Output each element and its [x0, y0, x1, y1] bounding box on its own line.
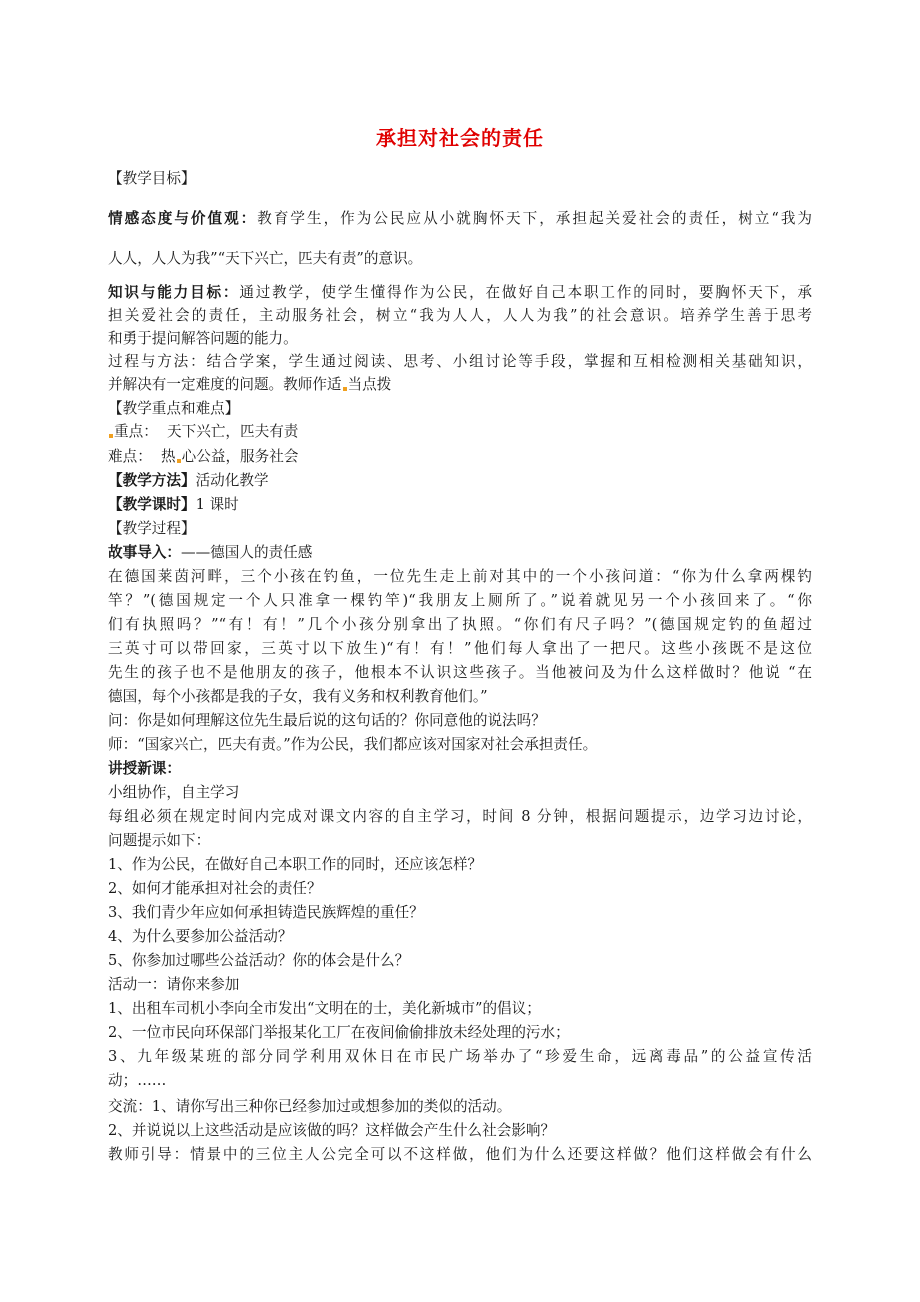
story-line-1: 在德国莱茵河畔，三个小孩在钓鱼，一位先生走上前对其中的一个小孩问道：“你为什么拿两棵钓 [108, 568, 812, 585]
knowledge-line-3: 和勇于提问解答问题的能力。 [108, 330, 298, 347]
objectives-heading: 【教学目标】 [108, 170, 196, 187]
process-line-1: 过程与方法：结合学案，学生通过阅读、思考、小组讨论等手段，掌握和互相检测相关基础知识， [108, 353, 812, 370]
guide-line: 教师引导：情景中的三位主人公完全可以不这样做，他们为什么还要这样做？他们这样做会有什么 [108, 1146, 812, 1163]
process-line-2: 并解决有一定难度的问题。教师作适 当点拨 [108, 376, 392, 393]
process-heading: 【教学过程】 [108, 520, 196, 537]
activity-item: 3、九年级某班的部分同学利用双休日在市民广场举办了“珍爱生命，远离毒品”的公益宣传活 [108, 1048, 812, 1065]
knowledge-label: 知识与能力目标： [108, 284, 240, 301]
knowledge-line-1: 知识与能力目标：通过教学，使学生懂得作为公民，在做好自己本职工作的同时，要胸怀天下，承 [108, 284, 812, 301]
keypoint-line: 重点： 天下兴亡，匹夫有责 [108, 421, 812, 443]
group-line: 小组协作，自主学习 [108, 784, 240, 801]
story-line-3: 们有执照吗？”“有！有！”几个小孩分别拿出了执照。“你们有尺子吗？”(德国规定钓的鱼超过 [108, 616, 812, 633]
story-line-2: 竿？”(德国规定一个人只准拿一棵钓竿)“我朋友上厕所了。”说着就见另一个小孩回来了。“你 [108, 592, 812, 609]
question-item: 1、作为公民，在做好自己本职工作的同时，还应该怎样？ [108, 856, 483, 873]
hours-line: 【教学课时】1 课时 [108, 496, 239, 513]
teacher-line: 师：“国家兴亡，匹夫有责。”作为公民，我们都应该对国家对社会承担责任。 [108, 736, 598, 753]
page-title: 承担对社会的责任 [376, 126, 544, 150]
difficulty-line: 难点： 热 心公益，服务社会 [108, 448, 299, 465]
question-item: 2、如何才能承担对社会的责任？ [108, 880, 322, 897]
method-line: 【教学方法】活动化教学 [108, 472, 269, 489]
question-item: 4、为什么要参加公益活动？ [108, 928, 293, 945]
activity-item: 动；…… [108, 1072, 167, 1089]
attitude-line-2: 人人，人人为我”“天下兴亡，匹夫有责”的意识。 [108, 250, 423, 267]
attitude-label: 情感态度与价值观： [108, 210, 258, 227]
task-line-1: 每组必须在规定时间内完成对课文内容的自主学习，时间 8 分钟，根据问题提示，边学习边讨论， [108, 808, 812, 825]
keypoints-heading: 【教学重点和难点】 [108, 400, 240, 417]
edit-mark [177, 459, 181, 463]
story-heading: 故事导入：——德国人的责任感 [108, 544, 313, 561]
exchange-line: 2、并说说以上这些活动是应该做的吗？这样做会产生什么社会影响？ [108, 1122, 556, 1139]
attitude-line-1: 情感态度与价值观：教育学生，作为公民应从小就胸怀天下，承担起关爱社会的责任，树立“我为 [108, 210, 812, 227]
activity-heading: 活动一：请你来参加 [108, 976, 240, 993]
task-line-2: 问题提示如下： [108, 832, 211, 849]
edit-mark [109, 434, 113, 438]
activity-item: 2、一位市民向环保部门举报某化工厂在夜间偷偷排放未经处理的污水； [108, 1024, 570, 1041]
story-line-5: 先生的孩子也不是他朋友的孩子，他根本不认识这些孩子。当他被问及为什么这样做时？他说 “在 [108, 664, 812, 681]
story-line-4: 三英寸可以带回家，三英寸以下放生)“有！有！”他们每人拿出了一把尺。这些小孩既不是这位 [108, 640, 812, 657]
activity-item: 1、出租车司机小李向全市发出“文明在的士，美化新城市”的倡议； [108, 1000, 541, 1017]
exchange-line: 交流：1、请你写出三种你已经参加过或想参加的类似的活动。 [108, 1098, 512, 1115]
new-lesson-heading: 讲授新课： [108, 760, 181, 777]
knowledge-line-2: 担关爱社会的责任，主动服务社会，树立“我为人人，人人为我”的社会意识。培养学生善于思考 [108, 307, 812, 324]
question-line: 问：你是如何理解这位先生最后说的这句话的？你同意他的说法吗？ [108, 712, 546, 729]
question-item: 3、我们青少年应如何承担铸造民族辉煌的重任？ [108, 904, 424, 921]
edit-mark [343, 387, 347, 391]
question-item: 5、你参加过哪些公益活动？你的体会是什么？ [108, 952, 410, 969]
story-line-6: 德国，每个小孩都是我的子女，我有义务和权利教育他们。” [108, 688, 488, 705]
